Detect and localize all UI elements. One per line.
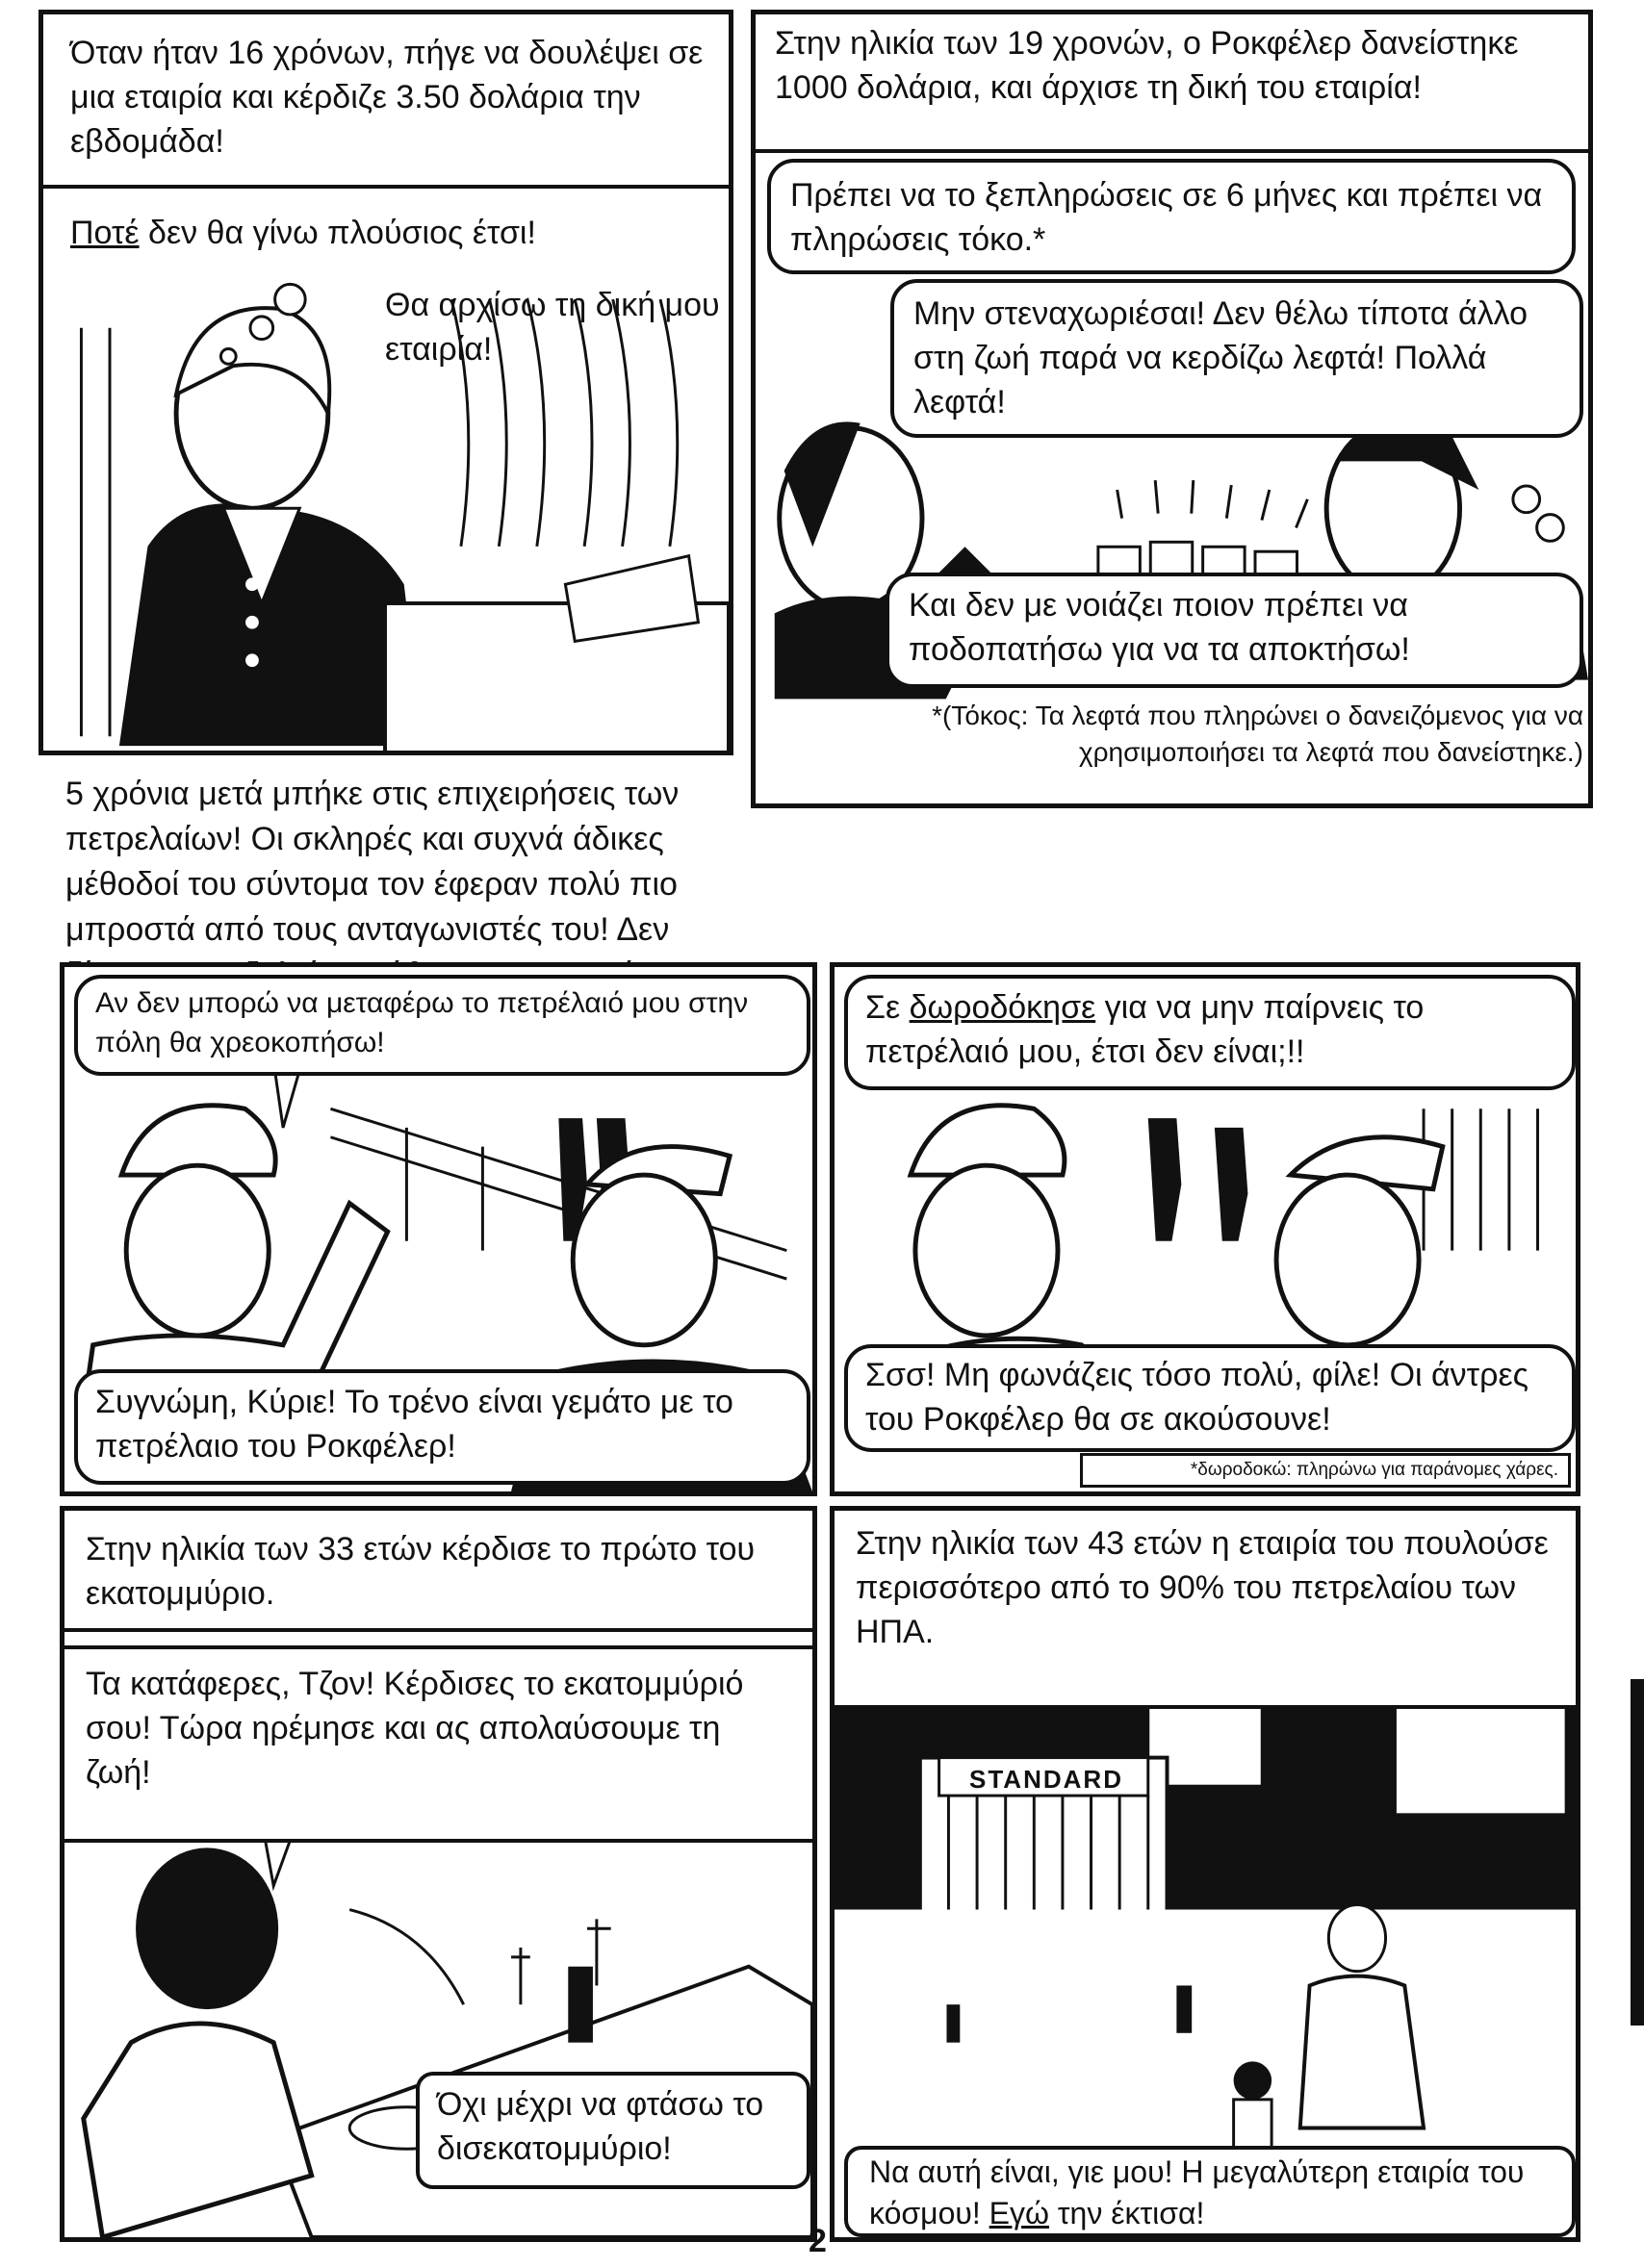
panel-3 — [60, 962, 817, 1496]
page-edge-tab — [1631, 1679, 1644, 2026]
panel-5-speech-1: Τα κατάφερες, Τζον! Κέρδισες το εκατομμύριό σου! Τώρα ηρέμησε και ας απολαύσουμε τη ζωή! — [61, 1645, 817, 1843]
panel-3-speech-2: Συγνώμη, Κύριε! Το τρένο είναι γεμάτο με το πετρέλαιο του Ροκφέλερ! — [74, 1369, 810, 1485]
panel-4-speech-1: Σε δωροδόκησε για να μην παίρνεις το πετρέλαιό μου, έτσι δεν είναι;!! — [844, 975, 1576, 1090]
panel-5-caption: Στην ηλικία των 33 ετών κέρδισε το πρώτο του εκατομμύριο. — [61, 1507, 817, 1632]
panel-3-speech-1: Αν δεν μπορώ να μεταφέρω το πετρέλαιό μου στην πόλη θα χρεοκοπήσω! — [74, 975, 810, 1076]
panel-1-speech: Ποτέ δεν θα γίνω πλούσιος έτσι! — [70, 215, 536, 251]
panel-2 — [751, 10, 1593, 808]
panel-2-caption: Στην ηλικία των 19 χρονών, ο Ροκφέλερ δανείστηκε 1000 δολάρια, και άρχισε τη δική του εταιρία! — [752, 11, 1593, 153]
panel-6-speech: Να αυτή είναι, γιε μου! Η μεγαλύτερη εταιρία του κόσμου! Εγώ την έκτισα! — [844, 2146, 1576, 2237]
panel-6 — [830, 1506, 1580, 2242]
panel-1 — [39, 10, 733, 755]
page-number: 2 — [809, 2223, 827, 2259]
panel-2-footnote: *(Τόκος: Τα λεφτά που πληρώνει ο δανειζόμενος για να χρησιμοποιήσει τα λεφτά που δανείστηκε.) — [932, 701, 1583, 767]
panel-1-thought: Θα αρχίσω τη δική μου εταιρία! — [385, 287, 720, 368]
panel-5-speech-2: Όχι μέχρι να φτάσω το δισεκατομμύριο! — [416, 2072, 810, 2189]
emphasis-word: Εγώ — [989, 2196, 1049, 2231]
gate-sign: STANDARD — [969, 1765, 1123, 1794]
panel-1-caption: Όταν ήταν 16 χρόνων, πήγε να δουλέψει σε μια εταιρία και κέρδιζε 3.50 δολάρια την εβδομάδα! — [39, 11, 733, 189]
emphasis-word: δωροδόκησε — [909, 989, 1096, 1026]
panel-6-caption: Στην ηλικία των 43 ετών η εταιρία του πουλούσε περισσότερο από το 90% του πετρελαίου των ΗΠΑ. — [831, 1507, 1580, 1709]
panel-2-speech-1: Πρέπει να το ξεπληρώσεις σε 6 μήνες και πρέπει να πληρώσεις τόκο.* — [767, 159, 1576, 274]
panel-2-speech-3: Και δεν με νοιάζει ποιον πρέπει να ποδοπατήσω για να τα αποκτήσω! — [886, 573, 1583, 688]
narration-block: 5 χρόνια μετά μπήκε στις επιχειρήσεις των πετρελαίων! Οι σκληρές και συχνά άδικες μέθοδοί του σύντομα τον έφεραν πολύ πιο μπροστά από τους ανταγωνιστές του! Δεν — [65, 776, 680, 948]
panel-4 — [830, 962, 1580, 1496]
emphasis-word: Ποτέ — [70, 215, 140, 251]
panel-4-speech-2: Σσσ! Μη φωνάζεις τόσο πολύ, φίλε! Οι άντρες του Ροκφέλερ θα σε ακούσουνε! — [844, 1344, 1576, 1452]
panel-5 — [60, 1506, 817, 2242]
panel-4-footnote: *δωροδοκώ: πληρώνω για παράνομες χάρες. — [1080, 1453, 1571, 1488]
panel-2-speech-2: Μην στεναχωριέσαι! Δεν θέλω τίποτα άλλο στη ζωή παρά να κερδίζω λεφτά! Πολλά λεφτά! — [890, 279, 1583, 438]
